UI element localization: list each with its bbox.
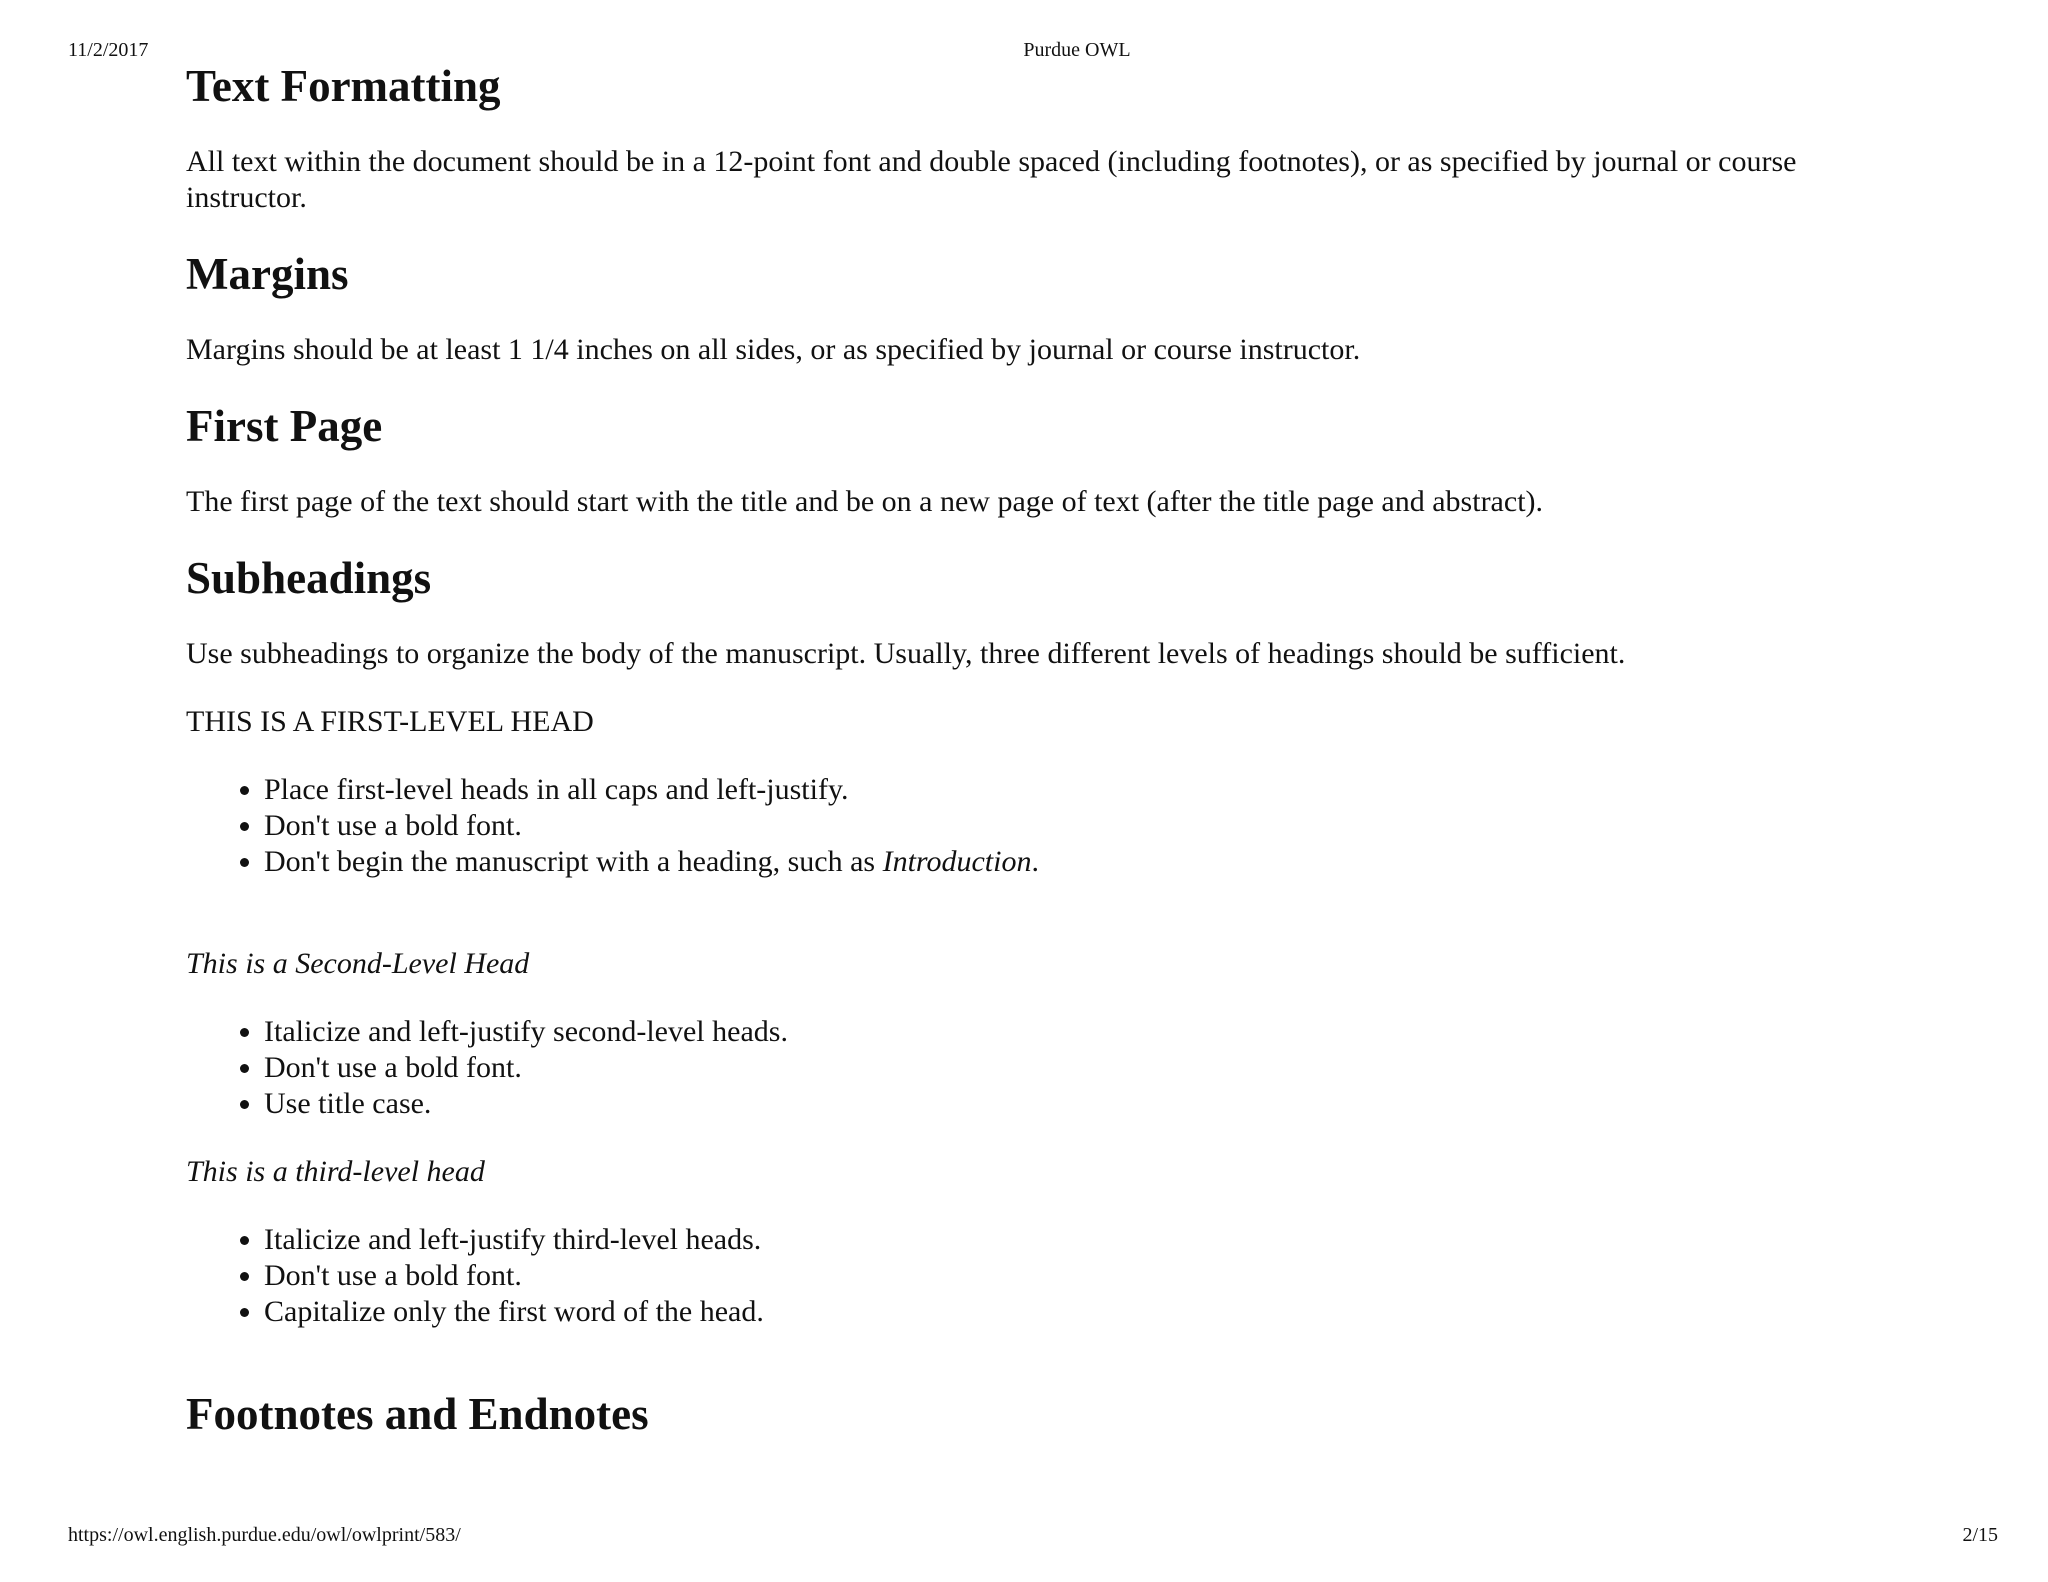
second-level-bullets	[186, 1014, 1886, 1122]
text-formatting-body: All text within the document should be in a 12-point font and double spaced (including footnotes), or as specified by journal or course instructor.	[186, 145, 1797, 214]
heading-subheadings: Subheadings	[186, 553, 432, 603]
heading-first-page: First Page	[186, 401, 383, 451]
footer-url: https://owl.english.purdue.edu/owl/owlprint/583/	[68, 1524, 461, 1546]
list-item: • Italicize and left-justify third-level heads.	[264, 1222, 1886, 1258]
margins-body: Margins should be at least 1 1/4 inches on all sides, or as specified by journal or course instructor.	[186, 333, 1361, 366]
heading-text-formatting: Text Formatting	[186, 61, 501, 111]
bullet-punctuation: .	[1031, 845, 1039, 878]
first-page-body: The first page of the text should start with the title and be on a new page of text (after the title page and abstract).	[186, 485, 1544, 518]
first-level-bullets	[186, 772, 1886, 880]
document-content	[186, 61, 1886, 1439]
bullet-text: Don't begin the manuscript with a heading, such as	[264, 845, 883, 878]
list-item: • Italicize and left-justify second-level heads.	[264, 1014, 1886, 1050]
third-level-head-example: This is a third-level head	[186, 1155, 485, 1188]
footer-page-number: 2/15	[1962, 1524, 1998, 1546]
list-item: • Don't use a bold font.	[264, 808, 1886, 844]
page-footer	[0, 1523, 2048, 1547]
list-item: • Capitalize only the first word of the head.	[264, 1294, 1886, 1330]
header-date: 11/2/2017	[68, 39, 149, 61]
list-item: • Don't use a bold font.	[264, 1050, 1886, 1086]
list-item: • Place first-level heads in all caps and left-justify.	[264, 772, 1886, 808]
second-level-head-example: This is a Second-Level Head	[186, 947, 530, 980]
third-level-bullets	[186, 1222, 1886, 1330]
heading-footnotes-endnotes: Footnotes and Endnotes	[186, 1389, 649, 1439]
header-title: Purdue OWL	[1023, 39, 1131, 61]
heading-margins: Margins	[186, 249, 349, 299]
list-item: • Don't use a bold font.	[264, 1258, 1886, 1294]
list-item: • Use title case.	[264, 1086, 1886, 1122]
emphasized-word: Introduction	[882, 845, 1032, 878]
list-item	[264, 844, 1886, 880]
subheadings-body: Use subheadings to organize the body of the manuscript. Usually, three different levels of headings should be sufficient.	[186, 637, 1626, 670]
page-header	[0, 38, 2048, 62]
first-level-head-example: THIS IS A FIRST-LEVEL HEAD	[186, 705, 594, 738]
